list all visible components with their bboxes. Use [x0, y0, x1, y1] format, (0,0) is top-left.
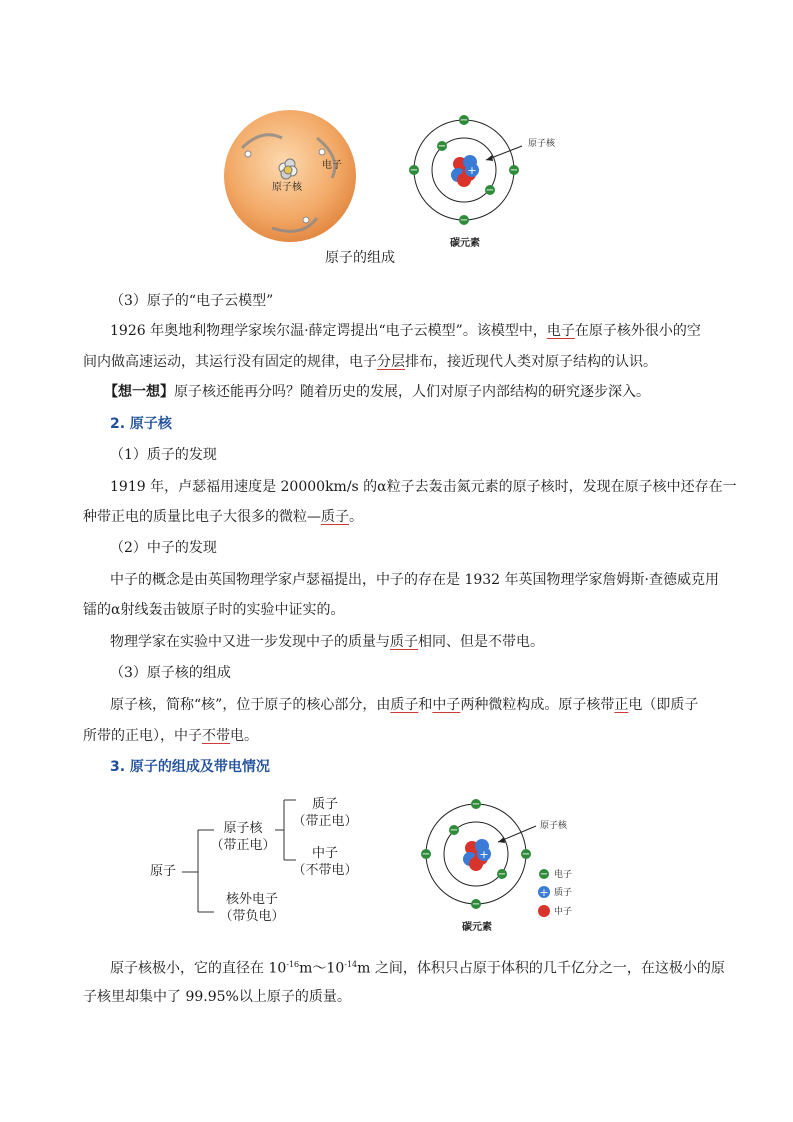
- text-run: 和: [418, 697, 433, 713]
- text-run: 种带正电的质量比电子大很多的微粒—: [83, 509, 321, 525]
- svg-text:+: +: [467, 164, 477, 177]
- text-run: 两种微粒构成。原子核带: [460, 697, 615, 713]
- nucleus-size-paragraph-1: [110, 955, 725, 979]
- underlined-term: 正: [614, 697, 629, 713]
- text-run: 1926 年奥地利物理学家埃尔温·薛定谔提出“电子云模型”。该模型中，: [110, 323, 547, 339]
- legend-neutron-label: 中子: [554, 907, 573, 917]
- composition-paragraph-1: [110, 695, 698, 715]
- think-text: 原子核还能再分吗？随着历史的发展，人们对原子内部结构的研究逐步深入。: [174, 384, 650, 400]
- carbon-element-label-2: 碳元素: [462, 922, 492, 933]
- svg-text:−: −: [409, 165, 419, 176]
- tree-proton-label: 质子: [311, 797, 338, 812]
- svg-text:+: +: [539, 886, 549, 899]
- carbon-nucleus: [463, 839, 491, 871]
- underlined-term: 中子: [432, 697, 461, 713]
- carbon-atom-figure-1: [402, 112, 572, 252]
- carbon-atom-figure-2: [414, 796, 594, 936]
- legend-electron-label: 电子: [554, 870, 573, 880]
- svg-text:−: −: [421, 849, 431, 860]
- legend-neutron-swatch: [538, 905, 550, 917]
- text-run: 电。: [230, 728, 258, 744]
- electron-dot: [245, 151, 251, 157]
- proton-discovery-title: （1）质子的发现: [110, 447, 217, 463]
- tree-root-atom: 原子: [150, 864, 177, 879]
- nucleus-composition-title: （3）原子核的组成: [110, 665, 231, 681]
- think-prompt: [104, 382, 650, 402]
- tree-electron: [212, 891, 292, 925]
- neutron-discovery-title: （2）中子的发现: [110, 540, 217, 556]
- electron-cloud-figure: [222, 108, 362, 248]
- tree-nucleus-charge: （带正电）: [210, 838, 276, 853]
- svg-text:−: −: [509, 165, 519, 176]
- tree-electron-label: 核外电子: [225, 892, 278, 907]
- text-run: 在原子核外很小的空: [574, 323, 701, 339]
- tree-nucleus: [208, 820, 278, 854]
- svg-text:+: +: [479, 848, 489, 861]
- cloud-model-paragraph-2: [83, 352, 657, 372]
- svg-text:−: −: [471, 899, 481, 910]
- text-run: 原子核，简称“核”，位于原子的核心部分，由: [110, 697, 391, 713]
- tree-proton: [290, 796, 360, 830]
- underlined-term: 质子: [390, 634, 418, 650]
- section-heading-composition: 3. 原子的组成及带电情况: [110, 759, 270, 775]
- svg-text:−: −: [437, 141, 447, 152]
- composition-paragraph-2: [83, 726, 258, 746]
- figure-caption: 原子的组成: [325, 250, 395, 266]
- text-run: 原子核极小，它的直径在 10: [110, 960, 287, 977]
- tree-nucleus-label: 原子核: [223, 821, 263, 836]
- text-run: 相同、但是不带电。: [418, 634, 544, 650]
- underlined-term: 电子: [546, 323, 575, 339]
- carbon-nucleus-label: 原子核: [528, 139, 556, 149]
- carbon-element-label: 碳元素: [450, 238, 480, 249]
- svg-text:−: −: [539, 869, 549, 880]
- carbon-nucleus: [451, 155, 479, 187]
- neutron-paragraph-3: [110, 632, 544, 652]
- svg-text:−: −: [497, 869, 507, 880]
- section-heading-nucleus: 2. 原子核: [110, 416, 172, 432]
- electron-dot: [319, 149, 325, 155]
- neutron-paragraph-2: 镭的α射线轰击铍原子时的实验中证实的。: [83, 602, 345, 618]
- svg-text:−: −: [471, 799, 481, 810]
- tree-neutron: [290, 845, 360, 879]
- text-run: 物理学家在实验中又进一步发现中子的质量与: [110, 634, 390, 650]
- text-run: 所带的正电），中子: [83, 728, 202, 744]
- tree-electron-charge: （带负电）: [219, 909, 285, 924]
- text-run: 。: [349, 509, 363, 525]
- cloud-nucleus-label: 原子核: [272, 182, 302, 193]
- underlined-term: 分层: [377, 354, 405, 370]
- underlined-term: 质子: [390, 697, 419, 713]
- legend: [538, 868, 572, 917]
- svg-text:−: −: [485, 185, 495, 196]
- nucleus-size-paragraph-2: 子核里却集中了 99.95%以上原子的质量。: [83, 989, 351, 1005]
- legend-proton-label: 质子: [554, 888, 573, 898]
- cloud-electron-label: 电子: [322, 160, 342, 171]
- cloud-model-paragraph-1: [110, 321, 701, 341]
- think-label: 【想一想】: [104, 384, 174, 400]
- svg-text:−: −: [521, 849, 531, 860]
- cloud-model-title: （3）原子的“电子云模型”: [110, 293, 274, 309]
- text-run: m 之间，体积只占原于体积的几千亿分之一，在这极小的原: [357, 960, 725, 977]
- proton-paragraph-2: [83, 507, 363, 527]
- underlined-term: 质子: [321, 509, 349, 525]
- neutron-paragraph-1: 中子的概念是由英国物理学家卢瑟福提出，中子的存在是 1932 年英国物理学家詹姆斯·查德威克用: [110, 572, 719, 588]
- underlined-term: 不带: [202, 728, 230, 744]
- svg-text:−: −: [449, 825, 459, 836]
- text-run: 电（即质子: [628, 697, 699, 713]
- svg-text:−: −: [459, 115, 469, 126]
- exponent: -16: [286, 960, 300, 969]
- tree-neutron-charge: （不带电）: [292, 863, 358, 878]
- tree-proton-charge: （带正电）: [292, 814, 358, 829]
- exponent: -14: [344, 960, 358, 969]
- text-run: 间内做高速运动，其运行没有固定的规律，电子: [83, 354, 377, 370]
- electron-dot: [303, 217, 309, 223]
- svg-text:−: −: [459, 215, 469, 226]
- proton-paragraph-1: 1919 年，卢瑟福用速度是 20000km/s 的α粒子去轰击氮元素的原子核时，发现在原子核中还存在一: [110, 479, 737, 495]
- text-run: 排布，接近现代人类对原子结构的认识。: [405, 354, 657, 370]
- carbon-nucleus-label-2: 原子核: [540, 821, 568, 831]
- text-run: m～10: [299, 960, 345, 977]
- tree-neutron-label: 中子: [311, 846, 338, 861]
